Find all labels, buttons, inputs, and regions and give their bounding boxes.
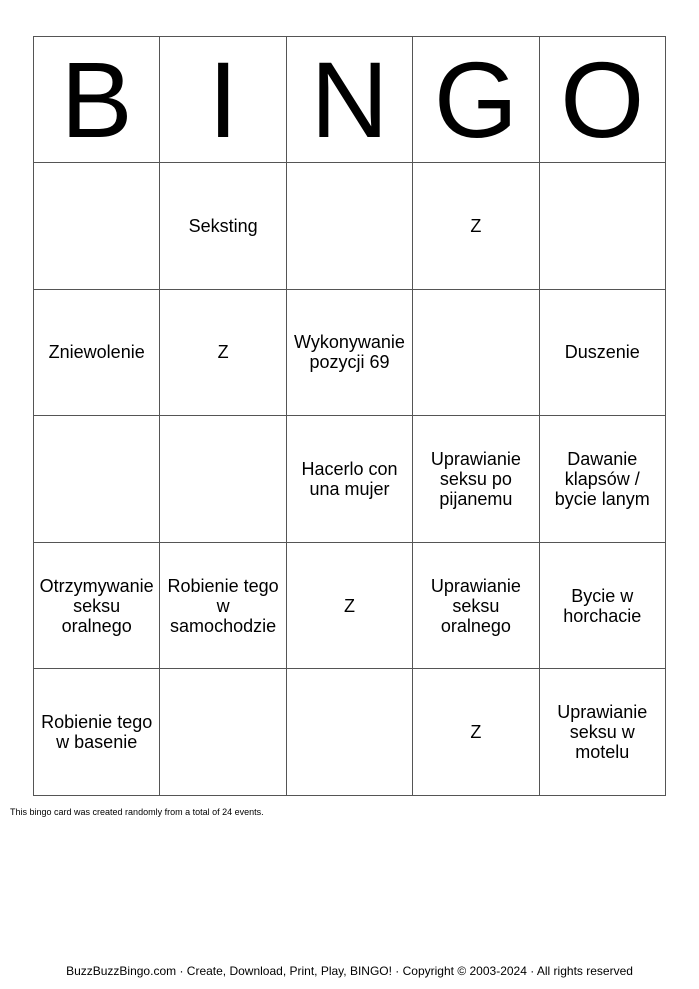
bingo-cell [160, 416, 286, 543]
bingo-cell: Uprawianie seksu oralnego [413, 542, 539, 669]
bingo-cell: Uprawianie seksu w motelu [539, 669, 665, 796]
bingo-cell: Robienie tego w basenie [34, 669, 160, 796]
bingo-cell [160, 669, 286, 796]
bingo-row [34, 289, 666, 416]
bingo-cell: Z [413, 163, 539, 290]
bingo-cell: Z [413, 669, 539, 796]
bingo-cell [413, 289, 539, 416]
bingo-cell: Robienie tego w samochodzie [160, 542, 286, 669]
bingo-cell: Seksting [160, 163, 286, 290]
bingo-row [34, 163, 666, 290]
bingo-cell [286, 163, 412, 290]
bingo-cell: Z [160, 289, 286, 416]
header-letter-b: B [34, 37, 160, 163]
bingo-row [34, 542, 666, 669]
bingo-row [34, 416, 666, 543]
bingo-cell: Wykonywanie pozycji 69 [286, 289, 412, 416]
bingo-header-row [34, 37, 666, 163]
bingo-cell: Dawanie klapsów / bycie lanym [539, 416, 665, 543]
bingo-cell: Z [286, 542, 412, 669]
bingo-cell: Zniewolenie [34, 289, 160, 416]
card-generation-note: This bingo card was created randomly from a total of 24 events. [10, 807, 264, 817]
bingo-cell [286, 669, 412, 796]
bingo-cell: Hacerlo con una mujer [286, 416, 412, 543]
header-letter-n: N [286, 37, 412, 163]
bingo-cell: Duszenie [539, 289, 665, 416]
header-letter-g: G [413, 37, 539, 163]
bingo-cell [34, 416, 160, 543]
bingo-cell: Otrzymywanie seksu oralnego [34, 542, 160, 669]
bingo-row [34, 669, 666, 796]
footer-copyright: BuzzBuzzBingo.com · Create, Download, Print, Play, BINGO! · Copyright © 2003-2024 · All rights reserved [66, 964, 633, 978]
bingo-cell: Bycie w horchacie [539, 542, 665, 669]
header-letter-o: O [539, 37, 665, 163]
header-letter-i: I [160, 37, 286, 163]
bingo-cell: Uprawianie seksu po pijanemu [413, 416, 539, 543]
bingo-cell [34, 163, 160, 290]
bingo-cell [539, 163, 665, 290]
bingo-card [33, 36, 666, 796]
